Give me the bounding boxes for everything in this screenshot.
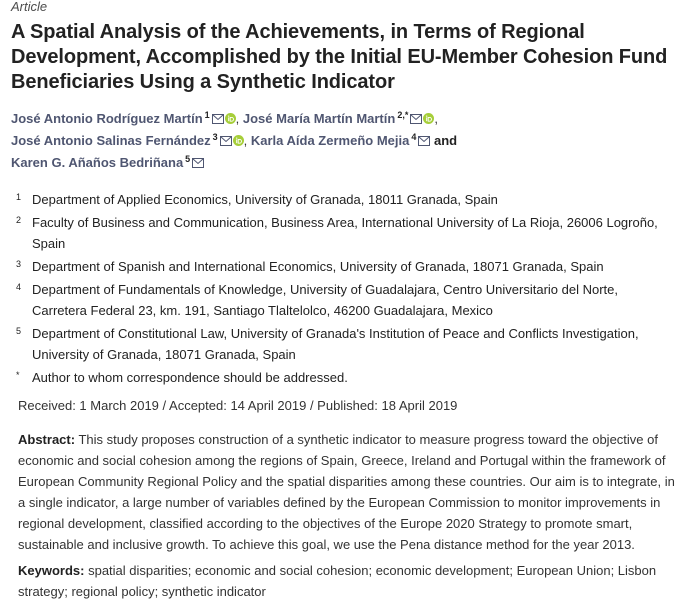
author-link-2[interactable]: José María Martín Martín: [242, 111, 396, 126]
author-link-5[interactable]: Karen G. Añaños Bedriñana: [11, 155, 184, 170]
affiliation-number: 5: [16, 326, 22, 336]
abstract-text: This study proposes construction of a synthetic indicator to measure progress toward the objective of economic and social cohesion among the regions of Spain, Greece, Ireland and Portugal within the framework of European Community Regional Policy and the spatial disparities among these countries. Our aim is to integrate, in a single indicator, a large number of variables defined by the European Commission to monitor improvements in regional development, classified according to the objectives of the Europe 2020 Strategy to promote smart, sustainable and inclusive growth. To achieve this goal, we use the Pena distance method for the year 2013.: [18, 432, 675, 552]
affiliation-text: Author to whom correspondence should be addressed.: [32, 370, 348, 385]
author-conjunction: and: [433, 133, 458, 148]
affiliation-text: Department of Applied Economics, University of Granada, 18011 Granada, Spain: [32, 192, 498, 207]
keywords-label: Keywords:: [18, 563, 85, 578]
affiliation-item: [11, 279, 676, 321]
affiliation-item: [11, 189, 676, 210]
orcid-icon[interactable]: [225, 109, 236, 130]
author-link-1[interactable]: José Antonio Rodríguez Martín: [11, 111, 203, 126]
affiliation-text: Department of Fundamentals of Knowledge, University of Guadalajara, Centro Universitario del Norte, Carretera Federal 23, km. 191, Santiago Tlaltelolco, 46200 Guadalajara, Mexico: [32, 282, 619, 318]
author-affiliation-marker: 1: [204, 110, 210, 120]
publication-dates: Received: 1 March 2019 / Accepted: 14 April 2019 / Published: 18 April 2019: [18, 398, 458, 413]
mail-icon[interactable]: [192, 153, 204, 174]
mail-icon[interactable]: [220, 131, 232, 152]
affiliation-text: Department of Spanish and International Economics, University of Granada, 18071 Granada, Spain: [32, 259, 604, 274]
author-affiliation-marker: 5: [185, 154, 191, 164]
article-type-label: Article: [11, 0, 48, 14]
author-affiliation-marker: 3: [212, 132, 218, 142]
abstract: [11, 429, 676, 555]
affiliation-number: 4: [16, 282, 22, 292]
abstract-label: Abstract:: [18, 432, 76, 447]
affiliation-number: 1: [16, 192, 22, 202]
author-list: José Antonio Rodríguez Martín $^1$ , José María Martín Martín $^{2,*}$ , José Antonio Salinas Fernández $^3$ , Karla Aída Zermeño Mejia $^4$ and Karen G. Añaños Bedriñana $^5$: [11, 108, 676, 174]
affiliation-number: 3: [16, 259, 22, 269]
author-link-4[interactable]: Karla Aída Zermeño Mejia: [250, 133, 410, 148]
orcid-icon[interactable]: [423, 109, 434, 130]
keywords: [11, 560, 676, 602]
affiliation-list: [11, 189, 676, 388]
affiliation-item: [11, 212, 676, 254]
affiliation-text: Faculty of Business and Communication, Business Area, International University of La Rioja, 26006 Logroño, Spain: [32, 215, 658, 251]
affiliation-text: Department of Constitutional Law, University of Granada's Institution of Peace and Conflicts Investigation, University of Granada, 18071 Granada, Spain: [32, 326, 639, 362]
affiliation-number: 2: [16, 215, 22, 225]
affiliation-item: [11, 256, 676, 277]
author-affiliation-marker: 2,*: [397, 110, 409, 120]
article-title: A Spatial Analysis of the Achievements, in Terms of Regional Development, Accomplished by the Initial EU-Member Cohesion Fund Beneficiaries Using a Synthetic Indicator: [11, 21, 668, 93]
author-affiliation-marker: 4: [411, 132, 417, 142]
affiliation-item: [11, 323, 676, 365]
mail-icon[interactable]: [418, 131, 430, 152]
affiliation-item: [11, 367, 676, 388]
keywords-text: spatial disparities; economic and social cohesion; economic development; European Union; Lisbon strategy; regional policy; synthetic indicator: [18, 563, 657, 599]
orcid-icon[interactable]: [233, 131, 244, 152]
mail-icon[interactable]: [212, 109, 224, 130]
affiliation-number: *: [16, 370, 20, 380]
author-link-3[interactable]: José Antonio Salinas Fernández: [11, 133, 211, 148]
mail-icon[interactable]: [410, 109, 422, 130]
